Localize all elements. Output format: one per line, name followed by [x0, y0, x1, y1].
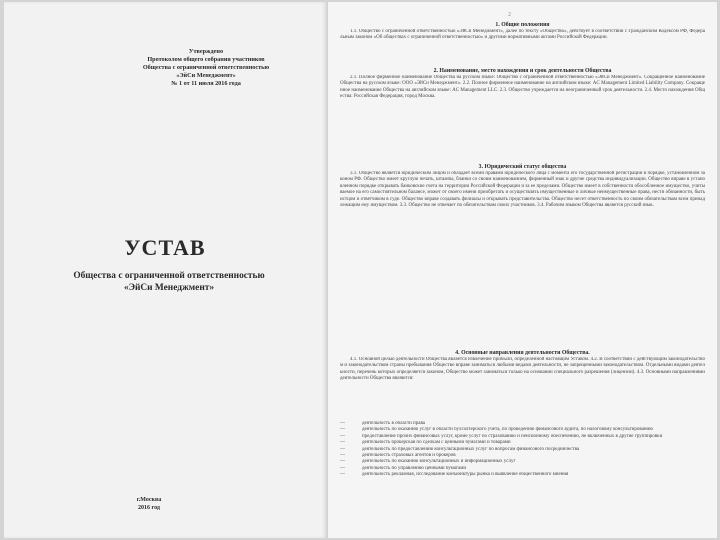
title-page [4, 2, 326, 538]
section-text: 1.1. Общество с ограниченной ответственностью «ЭйСи Менеджмент», далее по тексту «Общество», действует в соответствии с Гражданским Кодексом РФ, Федеральным законом «Об обществах с ограниченной ответственностью» и другими нормативными актами Российской Федерации. [340, 29, 705, 41]
list-item: — деятельность рекламная, исследование конъюнктуры рынка и выявление общественного мнения [340, 472, 569, 478]
charter-text-page [328, 2, 717, 538]
list-item: — деятельность в области права [340, 421, 425, 426]
section-activities [340, 350, 705, 479]
approval-line: Утверждено [188, 48, 224, 55]
section-title: 3. Юридический статус общества [478, 164, 567, 170]
list-item: — деятельность страховых агентов и брокеров [340, 453, 456, 459]
section-general [340, 22, 705, 55]
approval-line: № 1 от 11 июля 2016 года [171, 80, 241, 87]
document-title: УСТАВ [124, 235, 206, 260]
section-title: 1. Общие положения [495, 22, 550, 28]
subtitle-line: Общества с ограниченной ответственностью [73, 271, 265, 281]
approval-line: «ЭйСи Менеджмент» [176, 72, 236, 79]
activity-list [340, 421, 705, 479]
city-label: г.Москва [136, 497, 162, 503]
section-legal-status [340, 164, 705, 343]
approval-line: Протоколом общего собрания участников [147, 56, 265, 63]
document-subtitle [24, 270, 314, 294]
subtitle-line: «ЭйСи Менеджмент» [123, 283, 215, 293]
section-text: 2.1. Полное фирменное наименование Общества на русском языке: Общество с ограниченной ответственностью «ЭйСи Менеджмент». Сокращенное наименование Общества на русском языке: ООО «ЭйСи Менеджмент». 2.2. Полное фирменное наименование на английском языке: AC Management Limited Liability Company. Сокращенное наименование Общества на английском языке: AC Management LLC. 2.3. Общество учреждается на неограниченный срок деятельности. 2.4. Место нахождения Общества: Российская Федерация, город Москва. [340, 75, 705, 100]
city-year-block [119, 496, 179, 512]
list-item: — деятельность по управлению ценными бумагами [340, 465, 467, 471]
approval-stamp-block [116, 48, 296, 88]
page-number: 2 [508, 12, 511, 18]
section-title: 4. Основные направления деятельности Общества. [455, 350, 590, 356]
section-name-location [340, 68, 705, 133]
year-label: 2016 год [138, 505, 160, 511]
list-item: — предоставление прочих финансовых услуг, кроме услуг по страхованию и пенсионному обеспечению, не включенных в другие группировки [340, 433, 663, 439]
section-text: 4.1. Основной целью деятельности Общества является извлечение прибыли, определенной настоящим Уставом. 4.2. В соответствии с действующим законодательством и законодательством страны пребывания Общество вправе заниматься любыми видами деятельности, не запрещенными законодательством. Отдельными видами деятельности, перечень которых определяется законом, Общество может заниматься только на основании специального разрешения (лицензии). 4.3. Основными направлениями деятельности Общества являются: [340, 357, 705, 382]
list-item: — деятельность по оказанию услуг в области бухгалтерского учета, по проведению финансового аудита, по налоговому консультированию [340, 427, 653, 433]
section-text: 3.1. Общество является юридическим лицом и обладает всеми правами юридического лица с момента его государственной регистрации в порядке, установленном законом РФ. Общество имеет круглую печать, штампы, бланки со своим наименованием, фирменный знак и другие средства индивидуализации. Общество вправе в установленном порядке открывать банковские счета на территории Российской Федерации и за ее пределами. Общество имеет в собственности обособленное имущество, учитываемое на его самостоятельном балансе, может от своего имени приобретать и осуществлять имущественные и личные неимущественные права, нести обязанности, быть истцом и ответчиком в суде. Общество вправе создавать филиалы и открывать представительства. Общество несет ответственность по своим обязательствам всем принадлежащим ему имуществом. 3.3. Общество не отвечает по обязательствам своих участников. 3.4. Рабочим языком Общества является русский язык. [340, 171, 705, 209]
list-item: — деятельность брокерская по сделкам с ценными бумагами и товарами [340, 440, 511, 446]
approval-line: Общества с ограниченной ответственностью [142, 64, 270, 71]
list-item: — деятельность по оказанию консультационных и информационных услуг [340, 459, 516, 465]
section-title: 2. Наименование, место нахождения и срок деятельности Общества [433, 68, 612, 74]
list-item: — деятельность по предоставлению консультационных услуг по вопросам финансового посредничества [340, 446, 580, 452]
